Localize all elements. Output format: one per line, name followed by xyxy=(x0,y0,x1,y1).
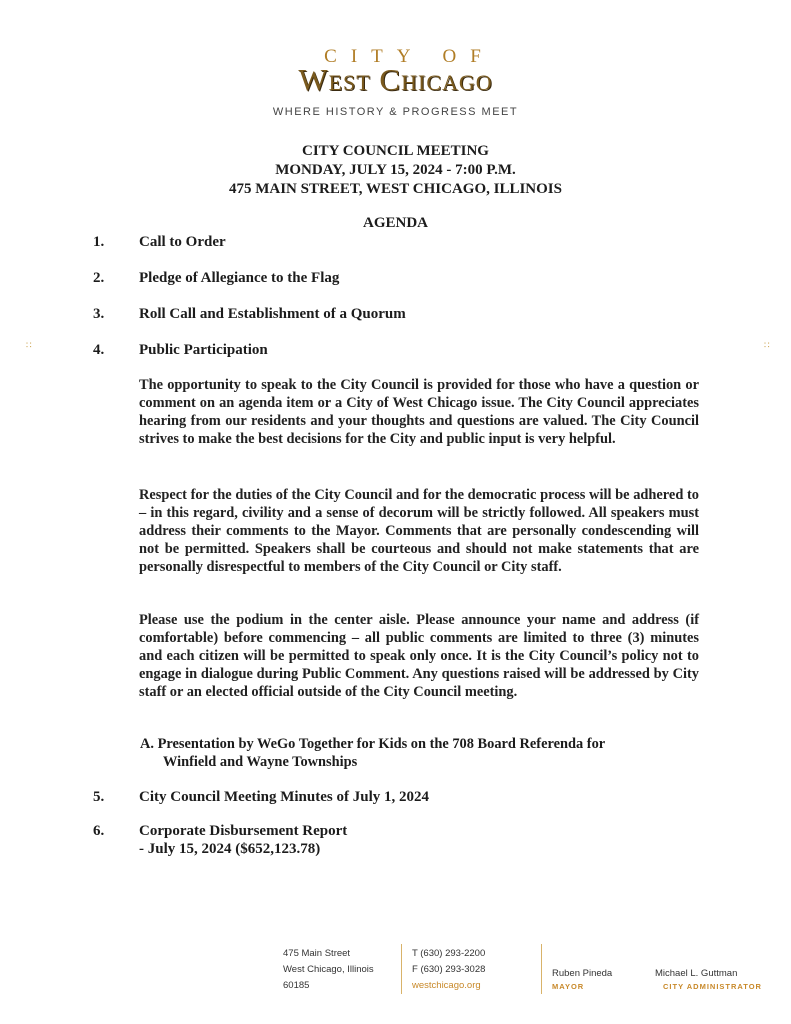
footer-contact xyxy=(412,946,485,994)
agenda-item-number: 5. xyxy=(93,789,105,805)
agenda-item-6-detail xyxy=(139,840,320,859)
footer-street: 475 Main Street xyxy=(283,948,351,959)
logo-west-chicago: West Chicago xyxy=(298,62,493,97)
footer-fax: F (630) 293-3028 xyxy=(412,964,486,975)
agenda-item-text: Roll Call and Establishment of a Quorum xyxy=(139,306,406,322)
agenda-item-number: 3. xyxy=(93,306,105,322)
public-participation-paragraph-3: Please use the podium in the center aisle. Please announce your name and address (if comfortable) before commencing – all public comments are limited to three (3) minutes and each citizen will be permitted to speak only once. It is the City Council’s policy not to engage in dialogue during Public Comment. Any questions raised will be addressed by City staff or an elected official outside of the City Council meeting. xyxy=(139,612,699,700)
subitem-a-line1: A. Presentation by WeGo Together for Kids on the 708 Board Referenda for xyxy=(140,736,606,752)
logo-tagline: WHERE HISTORY & PROGRESS MEET xyxy=(272,106,519,118)
agenda-item-text: Call to Order xyxy=(139,234,226,250)
footer-administrator xyxy=(655,966,762,992)
agenda-item-number: 2. xyxy=(93,270,105,286)
disbursement-amount: - July 15, 2024 ($652,123.78) xyxy=(139,841,321,857)
public-participation-paragraph-2: Respect for the duties of the City Council and for the democratic process will be adhered to – in this regard, civility and a sense of decorum will be strictly followed. All speakers must address their comments to the Mayor. Comments that are personally condescending will not be permitted. Speakers shall be courteous and should not make statements that are personally disrespectful to members of the City Council or City staff. xyxy=(139,487,699,575)
margin-dot-icon: ∷ xyxy=(764,341,770,351)
footer-divider xyxy=(401,944,402,994)
agenda-item-number: 6. xyxy=(93,823,105,839)
footer-city: West Chicago, Illinois xyxy=(283,964,374,975)
agenda-item-number: 4. xyxy=(93,342,105,358)
administrator-title: CITY ADMINISTRATOR xyxy=(663,982,762,991)
footer-divider xyxy=(541,944,542,994)
agenda-item-text: Public Participation xyxy=(139,342,268,358)
subitem-a-line2: Winfield and Wayne Townships xyxy=(163,754,358,770)
meeting-title: CITY COUNCIL MEETING xyxy=(302,143,489,159)
agenda-subitem-a xyxy=(140,735,700,771)
administrator-name: Michael L. Guttman xyxy=(655,968,738,979)
agenda-item-text: Corporate Disbursement Report xyxy=(139,823,348,839)
footer-phone: T (630) 293-2200 xyxy=(412,948,486,959)
footer-mayor xyxy=(552,966,612,992)
logo-city-of: CITY OF xyxy=(324,46,495,67)
mayor-title: MAYOR xyxy=(552,982,585,991)
margin-dot-icon: ∷ xyxy=(26,341,32,351)
footer-website-link[interactable]: westchicago.org xyxy=(412,980,481,991)
public-participation-paragraph-1: The opportunity to speak to the City Council is provided for those who have a question or comment on an agenda item or a City of West Chicago issue. The City Council appreciates hearing from our residents and your thoughts and questions are valued. The City Council strives to make the best decisions for the City and public input is very helpful. xyxy=(139,377,699,447)
meeting-location: 475 MAIN STREET, WEST CHICAGO, ILLINOIS xyxy=(228,181,562,197)
meeting-date: MONDAY, JULY 15, 2024 - 7:00 P.M. xyxy=(275,162,516,178)
agenda-item-text: Pledge of Allegiance to the Flag xyxy=(139,270,340,286)
mayor-name: Ruben Pineda xyxy=(552,968,613,979)
agenda-item-number: 1. xyxy=(93,234,105,250)
footer-zip: 60185 xyxy=(283,980,310,991)
footer-address xyxy=(283,946,374,994)
agenda-heading: AGENDA xyxy=(362,215,428,231)
agenda-item-text: City Council Meeting Minutes of July 1, 2024 xyxy=(139,789,429,805)
